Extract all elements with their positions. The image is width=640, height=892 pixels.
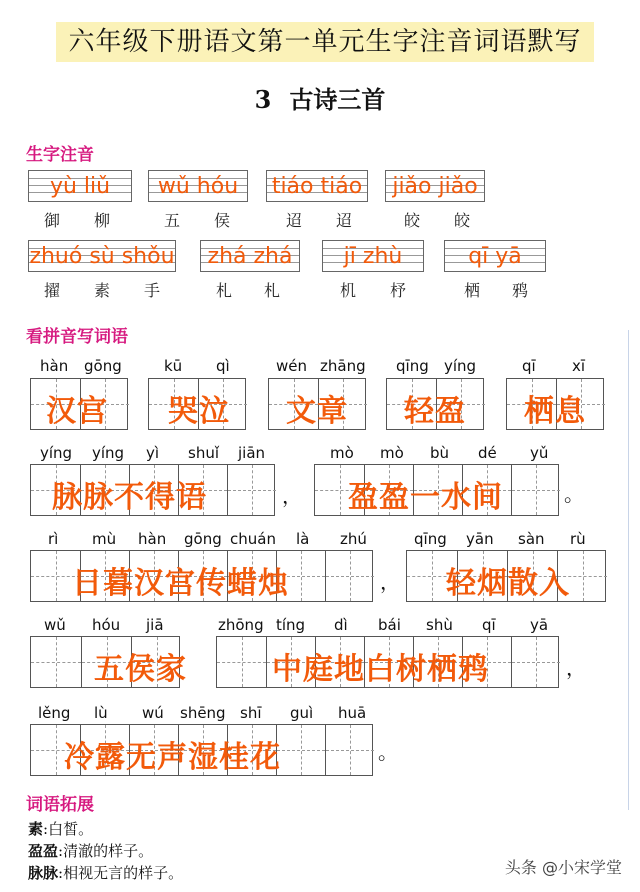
hanzi-char: 杼	[390, 281, 407, 300]
hanzi-char: 鸦	[512, 281, 529, 300]
section-heading-extension: 词语拓展	[26, 795, 94, 815]
pinyin-box: jī zhù	[322, 240, 424, 272]
definition-text: 清澈的样子。	[63, 842, 154, 860]
word-pinyin: yíng	[444, 357, 477, 375]
section-heading-writing: 看拼音写词语	[26, 327, 128, 347]
answer-word: 汉宫	[46, 394, 108, 429]
word-pinyin: yān	[466, 530, 494, 548]
word-pinyin: rì	[48, 530, 59, 548]
hanzi-char: 机	[340, 281, 357, 300]
hanzi-char: 迢	[286, 211, 303, 230]
definition-term: 盈盈	[28, 842, 59, 860]
section-heading-pinyin: 生字注音	[26, 145, 94, 165]
answer-word: 五侯家	[94, 652, 187, 687]
comma-mark: ，	[282, 484, 302, 508]
answer-word: 哭泣	[168, 394, 230, 429]
word-pinyin: shù	[426, 616, 453, 634]
hanzi-char: 札	[264, 281, 281, 300]
period-mark: 。	[378, 740, 398, 764]
answer-word: 轻烟散入	[446, 566, 570, 601]
word-pinyin: yíng	[40, 444, 73, 462]
lesson-title	[0, 80, 640, 115]
answer-word: 中庭地白树栖鸦	[272, 652, 489, 687]
definition-text: 白皙。	[48, 820, 94, 838]
comma-mark: ，	[380, 570, 400, 594]
word-pinyin: wú	[142, 704, 164, 722]
answer-word: 盈盈一水间	[348, 480, 503, 515]
hanzi-char: 御	[44, 211, 61, 230]
page-edge-line	[628, 330, 629, 810]
word-pinyin: mò	[330, 444, 354, 462]
word-pinyin: zhú	[340, 530, 367, 548]
word-pinyin: sàn	[518, 530, 545, 548]
hanzi-char: 皎	[454, 211, 471, 230]
word-pinyin: bái	[378, 616, 401, 634]
hanzi-char: 侯	[214, 211, 231, 230]
word-pinyin: tíng	[276, 616, 306, 634]
worksheet-banner: 六年级下册语文第一单元生字注音词语默写	[56, 22, 594, 62]
answer-word: 冷露无声湿桂花	[64, 740, 281, 775]
word-pinyin: qī	[482, 616, 496, 634]
word-pinyin: zhāng	[320, 357, 366, 375]
lesson-name: 古诗三首	[289, 85, 386, 114]
word-pinyin: gōng	[84, 357, 122, 375]
pinyin-box: zhá zhá	[200, 240, 300, 272]
word-pinyin: jiān	[238, 444, 266, 462]
word-pinyin: zhōng	[218, 616, 264, 634]
hanzi-char: 迢	[336, 211, 353, 230]
hanzi-char: 皎	[404, 211, 421, 230]
pinyin-box: tiáo tiáo	[266, 170, 368, 202]
answer-word: 栖息	[524, 394, 586, 429]
pinyin-box: jiǎo jiǎo	[385, 170, 485, 202]
word-pinyin: yì	[146, 444, 160, 462]
word-pinyin: hóu	[92, 616, 121, 634]
word-pinyin: qīng	[396, 357, 429, 375]
hanzi-char: 擢	[44, 281, 61, 300]
word-pinyin: yíng	[92, 444, 125, 462]
word-pinyin: là	[296, 530, 310, 548]
definition-row: 盈盈:清澈的样子。	[28, 842, 154, 860]
hanzi-char: 手	[144, 281, 161, 300]
pinyin-box: yù liǔ	[28, 170, 132, 202]
word-pinyin: rù	[570, 530, 586, 548]
answer-word: 轻盈	[404, 394, 466, 429]
word-pinyin: hàn	[40, 357, 69, 375]
word-pinyin: mò	[380, 444, 404, 462]
hanzi-char: 柳	[94, 211, 111, 230]
word-pinyin: qīng	[414, 530, 447, 548]
pinyin-box: wǔ hóu	[148, 170, 248, 202]
word-pinyin: shī	[240, 704, 262, 722]
word-pinyin: gōng	[184, 530, 222, 548]
definition-text: 相视无言的样子。	[63, 864, 184, 882]
definition-row: 脉脉:相视无言的样子。	[28, 864, 184, 882]
word-pinyin: huā	[338, 704, 367, 722]
word-pinyin: wén	[276, 357, 308, 375]
comma-mark: ，	[566, 656, 586, 680]
hanzi-char: 素	[94, 281, 111, 300]
word-pinyin: mù	[92, 530, 117, 548]
lesson-number: 3	[254, 85, 272, 114]
definition-row: 素:白皙。	[28, 820, 94, 838]
watermark: 头条 @小宋学堂	[504, 858, 622, 877]
word-pinyin: dì	[334, 616, 348, 634]
pinyin-box: zhuó sù shǒu	[28, 240, 176, 272]
hanzi-char: 栖	[464, 281, 481, 300]
word-pinyin: qì	[216, 357, 230, 375]
word-pinyin: kū	[164, 357, 183, 375]
definition-term: 脉脉	[28, 864, 59, 882]
word-pinyin: hàn	[138, 530, 167, 548]
hanzi-char: 札	[216, 281, 233, 300]
word-pinyin: yǔ	[530, 444, 549, 462]
answer-word: 脉脉不得语	[52, 480, 207, 515]
period-mark: 。	[564, 482, 584, 506]
hanzi-char: 五	[164, 211, 181, 230]
answer-word: 文章	[286, 394, 348, 429]
word-pinyin: guì	[290, 704, 314, 722]
word-pinyin: chuán	[230, 530, 276, 548]
word-pinyin: shēng	[180, 704, 226, 722]
definition-term: 素	[28, 820, 44, 838]
word-pinyin: jiā	[146, 616, 164, 634]
word-pinyin: dé	[478, 444, 497, 462]
word-pinyin: yā	[530, 616, 549, 634]
word-pinyin: xī	[572, 357, 586, 375]
word-pinyin: lěng	[38, 704, 71, 722]
pinyin-box: qī yā	[444, 240, 546, 272]
word-pinyin: wǔ	[44, 616, 66, 634]
answer-word: 日暮汉宫传蜡烛	[72, 566, 289, 601]
word-pinyin: lù	[94, 704, 108, 722]
word-pinyin: qī	[522, 357, 536, 375]
word-pinyin: bù	[430, 444, 450, 462]
word-pinyin: shuǐ	[188, 444, 219, 462]
